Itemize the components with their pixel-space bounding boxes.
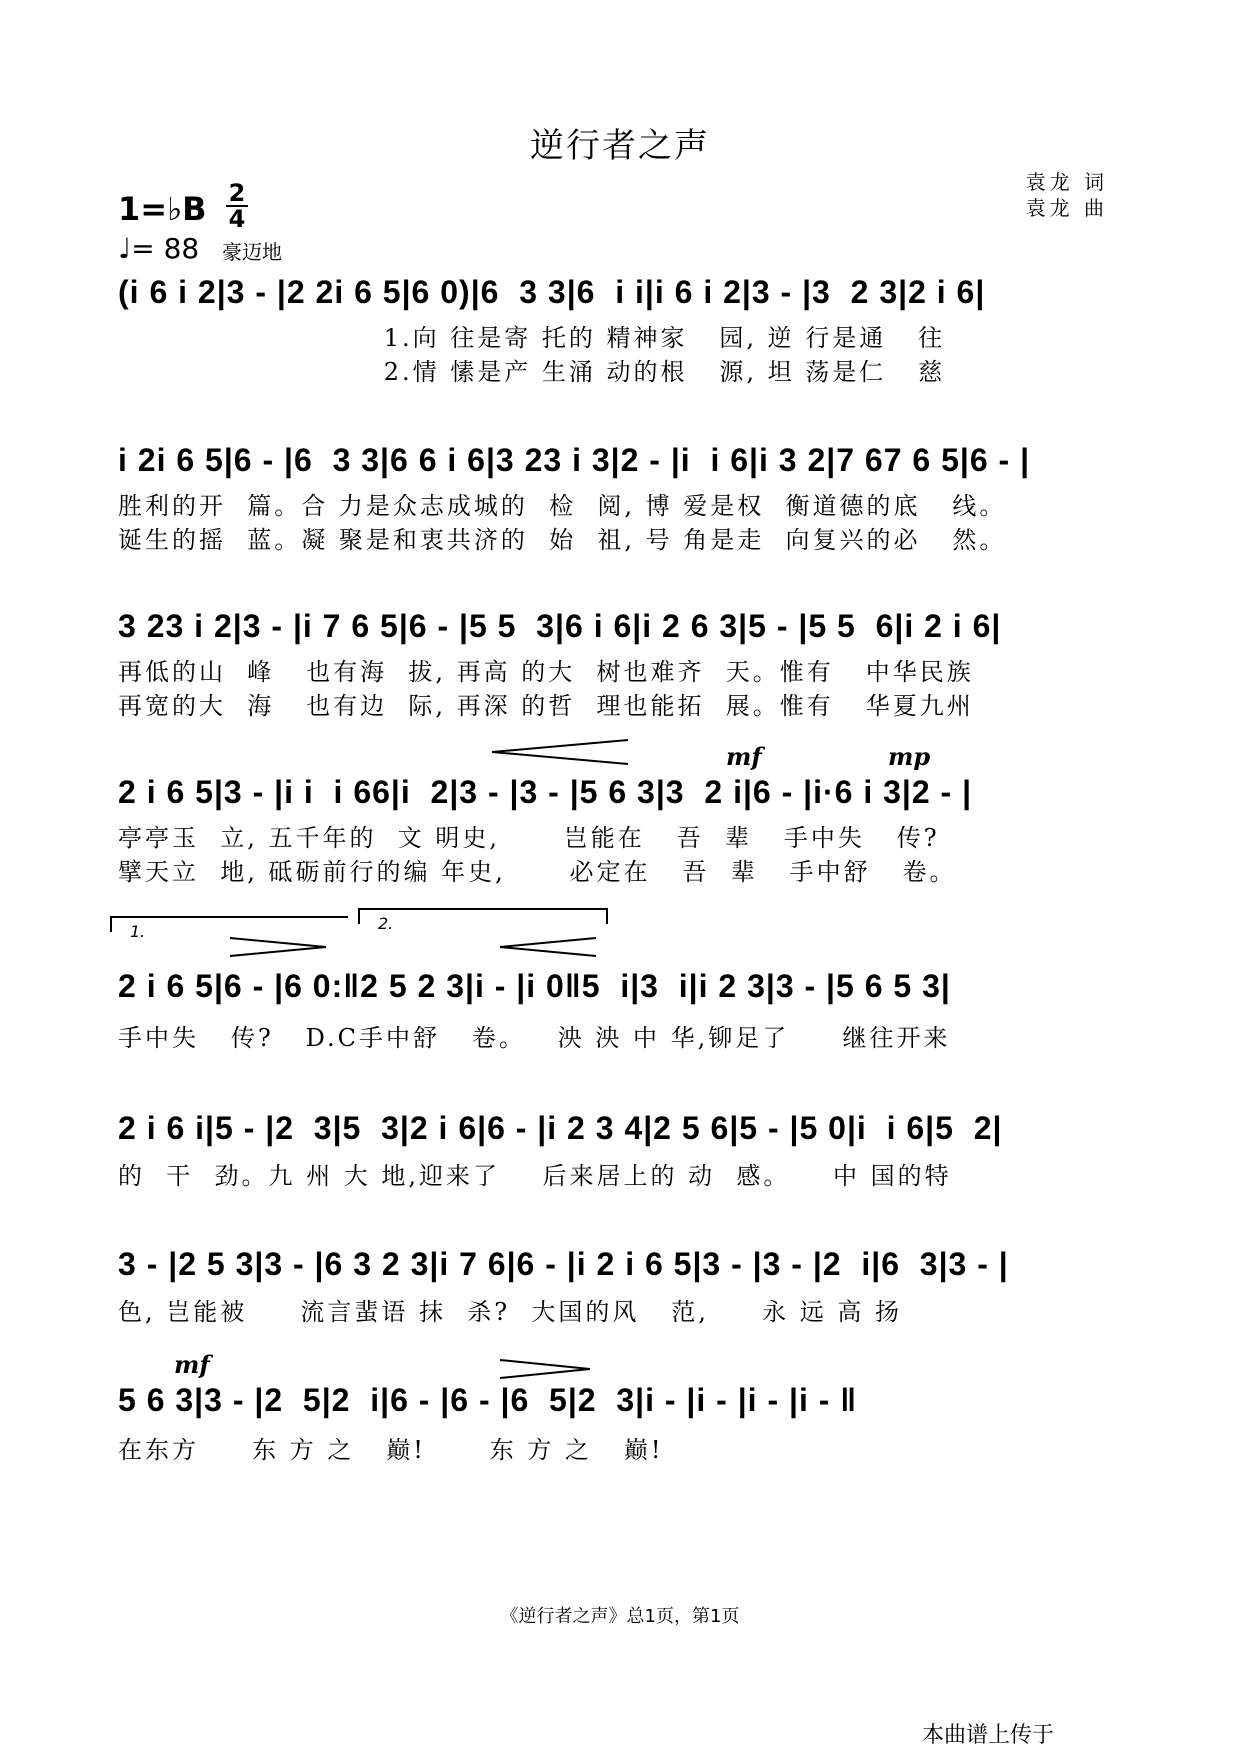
page-footer: 《逆行者之声》总1页，第1页 (500, 1606, 740, 1627)
lyric-verse-1: 胜利的开 篇。合 力是众志成城的 检 阅, 博 爱是权 衡道德的底 线。 (118, 492, 1007, 520)
lyric-verse-2: 2.情 愫是产 生涌 动的根 源, 坦 荡是仁 慈 (118, 358, 946, 386)
dynamic-mf: mf (174, 1350, 210, 1379)
crescendo-hairpin (490, 738, 630, 768)
dynamic-mp: mp (888, 742, 931, 771)
notation-line: 3 - |2 5 3|3 - |6 3 2 3|i 7 6|6 - |i 2 i 6 5|3 - |3 - |2 i|6 3|3 - | (118, 1246, 1009, 1282)
lyric-verse-2: 诞生的摇 蓝。凝 聚是和衷共济的 始 祖, 号 角是走 向复兴的必 然。 (118, 526, 1007, 554)
notation-line: (i 6 i 2|3 - |2 2i 6 5|6 0)|6 3 3|6 i i|i 6 i 2|3 - |3 2 3|2 i 6| (118, 274, 986, 310)
key-signature: 1=♭B (118, 190, 207, 228)
tempo-marking: ♩= 88 (118, 232, 200, 265)
time-signature (226, 179, 248, 233)
lyric-verse-1: 1.向 往是寄 托的 精神家 园, 逆 行是通 往 (118, 324, 946, 352)
composer-credit: 袁龙 曲 (1025, 196, 1108, 220)
decrescendo-hairpin (498, 1358, 592, 1380)
second-ending-bracket (358, 908, 608, 933)
lyric-verse-1: 手中失 传? D.C手中舒 卷。 泱 泱 中 华,铆足了 继往开来 (118, 1024, 951, 1052)
first-ending-bracket (110, 916, 348, 941)
notation-line: 2 i 6 5|6 - |6 0:‖2 5 2 3|i - |i 0‖5 i|3 i|i 2 3|3 - |5 6 5 3| (118, 968, 951, 1004)
first-ending-label: 1. (130, 922, 146, 941)
upload-notice: 本曲谱上传于 (922, 1723, 1055, 1748)
lyric-verse-1: 再低的山 峰 也有海 拔, 再高 的大 树也难齐 天。惟有 中华民族 (118, 658, 974, 686)
notation-line: 3 23 i 2|3 - |i 7 6 5|6 - |5 5 3|6 i 6|i 2 6 3|5 - |5 5 6|i 2 i 6| (118, 608, 1002, 644)
lyric-verse-2: 擘天立 地, 砥砺前行的编 年史, 必定在 吾 辈 手中舒 卷。 (118, 858, 957, 886)
lyric-verse-2: 再宽的大 海 也有边 际, 再深 的哲 理也能拓 展。惟有 华夏九州 (118, 692, 974, 720)
notation-line: 5 6 3|3 - |2 5|2 i|6 - |6 - |6 5|2 3|i - |i - |i - |i - ‖ (118, 1382, 858, 1418)
second-ending-label: 2. (378, 914, 394, 933)
lyric-verse-1: 亭亭玉 立, 五千年的 文 明史, 岂能在 吾 辈 手中失 传? (118, 824, 940, 852)
decrescendo-hairpin (228, 936, 328, 958)
time-signature-bottom: 4 (228, 205, 246, 233)
lyric-verse-1: 在东方 东 方 之 巅! 东 方 之 巅! (118, 1436, 664, 1464)
lyricist-credit: 袁龙 词 (1025, 170, 1108, 194)
page-title: 逆行者之声 (530, 126, 710, 166)
lyric-verse-1: 的 干 劲。九 州 大 地,迎来了 后来居上的 动 感。 中 国的特 (118, 1162, 952, 1190)
time-signature-top: 2 (228, 179, 246, 207)
lyric-verse-1: 色, 岂能被 流言蜚语 抹 杀? 大国的风 范, 永 远 高 扬 (118, 1298, 902, 1326)
dynamic-mf: mf (726, 742, 762, 771)
crescendo-hairpin (498, 936, 598, 958)
notation-line: i 2i 6 5|6 - |6 3 3|6 6 i 6|3 23 i 3|2 - |i i 6|i 3 2|7 67 6 5|6 - | (118, 442, 1031, 478)
notation-line: 2 i 6 5|3 - |i i i 66|i 2|3 - |3 - |5 6 3|3 2 i|6 - |i·6 i 3|2 - | (118, 774, 973, 810)
expression-marking: 豪迈地 (222, 240, 282, 264)
notation-line: 2 i 6 i|5 - |2 3|5 3|2 i 6|6 - |i 2 3 4|2 5 6|5 - |5 0|i i 6|5 2| (118, 1110, 1003, 1146)
